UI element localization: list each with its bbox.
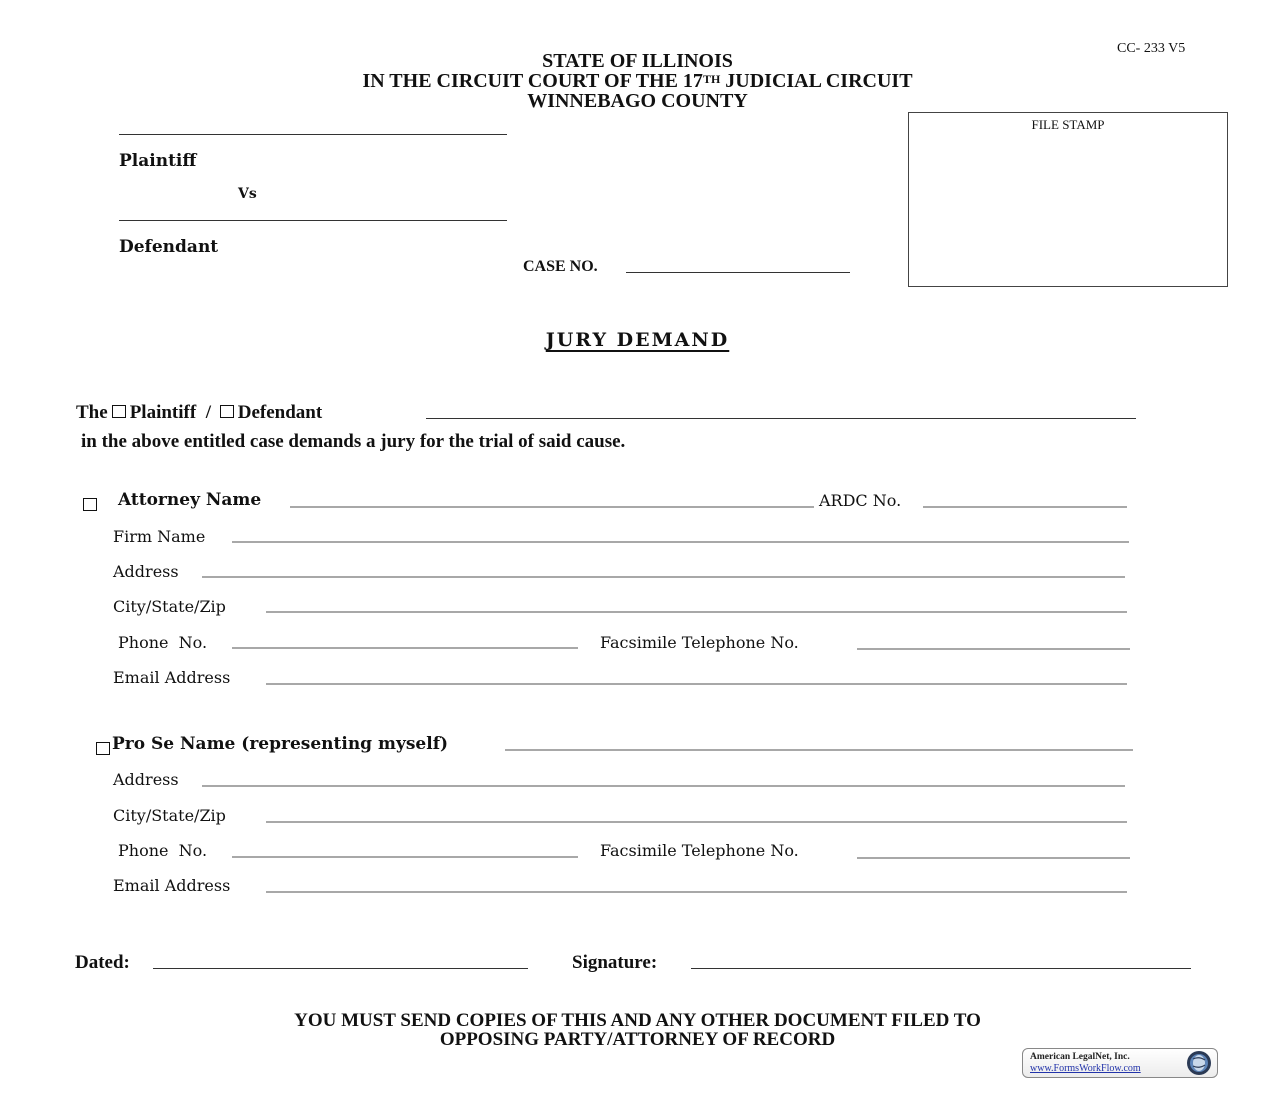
document-title bbox=[0, 329, 1275, 351]
globe-logo-icon bbox=[1185, 1050, 1213, 1076]
attorney-fax-input[interactable] bbox=[857, 630, 1130, 650]
court-state: STATE OF ILLINOIS bbox=[542, 50, 733, 72]
plaintiff-name-input[interactable] bbox=[119, 130, 507, 150]
signature-label: Signature: bbox=[572, 952, 658, 973]
court-name-suffix: JUDICIAL CIRCUIT bbox=[720, 70, 913, 92]
attorney-phone-input[interactable] bbox=[232, 629, 578, 649]
attorney-name-label: Attorney Name bbox=[118, 490, 262, 510]
pro-se-city-input[interactable] bbox=[266, 803, 1127, 823]
ardc-input[interactable] bbox=[923, 488, 1127, 508]
party-name-input[interactable] bbox=[426, 400, 1136, 420]
defendant-label: Defendant bbox=[119, 237, 219, 257]
court-name bbox=[0, 71, 1275, 91]
pro-se-address-label: Address bbox=[113, 770, 179, 789]
attorney-fax-label: Facsimile Telephone No. bbox=[600, 633, 799, 652]
separator: / bbox=[205, 402, 211, 423]
pro-se-email-input[interactable] bbox=[266, 873, 1127, 893]
attorney-address-label: Address bbox=[113, 562, 179, 581]
notice-line-1: YOU MUST SEND COPIES OF THIS AND ANY OTHER DOCUMENT FILED TO bbox=[294, 1010, 981, 1031]
attorney-address-input[interactable] bbox=[202, 558, 1125, 578]
badge-url-link[interactable]: www.FormsWorkFlow.com bbox=[1030, 1063, 1141, 1074]
defendant-option-label: Defendant bbox=[237, 402, 323, 423]
file-stamp-box bbox=[908, 112, 1228, 287]
attorney-city-label: City/State/Zip bbox=[113, 597, 226, 616]
the-label: The bbox=[76, 402, 108, 423]
american-legalnet-badge[interactable] bbox=[1022, 1048, 1218, 1078]
attorney-email-input[interactable] bbox=[266, 665, 1127, 685]
case-no-label: CASE NO. bbox=[523, 258, 598, 275]
attorney-phone-label: Phone No. bbox=[118, 633, 208, 652]
court-name-prefix: IN THE CIRCUIT COURT OF THE 17 bbox=[362, 70, 703, 92]
ardc-label: ARDC No. bbox=[819, 491, 902, 510]
pro-se-checkbox[interactable] bbox=[96, 742, 110, 755]
attorney-email-label: Email Address bbox=[113, 668, 231, 687]
dated-label: Dated: bbox=[75, 952, 130, 973]
pro-se-phone-label: Phone No. bbox=[118, 841, 208, 860]
badge-company: American LegalNet, Inc. bbox=[1030, 1052, 1130, 1062]
plaintiff-checkbox[interactable] bbox=[112, 405, 126, 418]
signature-input[interactable] bbox=[691, 950, 1191, 970]
case-no-input[interactable] bbox=[626, 255, 850, 275]
pro-se-name-input[interactable] bbox=[505, 731, 1133, 751]
dated-input[interactable] bbox=[153, 950, 528, 970]
pro-se-fax-label: Facsimile Telephone No. bbox=[600, 841, 799, 860]
plaintiff-label: Plaintiff bbox=[119, 151, 197, 171]
pro-se-phone-input[interactable] bbox=[232, 838, 578, 858]
pro-se-address-input[interactable] bbox=[202, 767, 1125, 787]
file-stamp-label: FILE STAMP bbox=[1031, 117, 1105, 132]
firm-name-label: Firm Name bbox=[113, 527, 206, 546]
plaintiff-option-label: Plaintiff bbox=[129, 402, 197, 423]
defendant-name-input[interactable] bbox=[119, 216, 507, 236]
pro-se-email-label: Email Address bbox=[113, 876, 231, 895]
document-title-text: JURY DEMAND bbox=[545, 329, 730, 351]
notice-line-2: OPPOSING PARTY/ATTORNEY OF RECORD bbox=[439, 1029, 836, 1050]
pro-se-name-label: Pro Se Name (representing myself) bbox=[112, 734, 449, 754]
pro-se-fax-input[interactable] bbox=[857, 839, 1130, 859]
attorney-checkbox[interactable] bbox=[83, 498, 97, 511]
attorney-city-input[interactable] bbox=[266, 593, 1127, 613]
ordinal-suffix: TH bbox=[702, 72, 721, 86]
attorney-name-input[interactable] bbox=[290, 488, 814, 508]
county-name: WINNEBAGO COUNTY bbox=[527, 90, 748, 112]
demand-statement: in the above entitled case demands a jury for the trial of said cause. bbox=[81, 431, 626, 452]
firm-name-input[interactable] bbox=[232, 523, 1129, 543]
form-code: CC- 233 V5 bbox=[1117, 41, 1186, 56]
versus-label: Vs bbox=[238, 186, 257, 202]
demand-party-row bbox=[76, 402, 322, 424]
pro-se-city-label: City/State/Zip bbox=[113, 806, 226, 825]
defendant-checkbox[interactable] bbox=[220, 405, 234, 418]
